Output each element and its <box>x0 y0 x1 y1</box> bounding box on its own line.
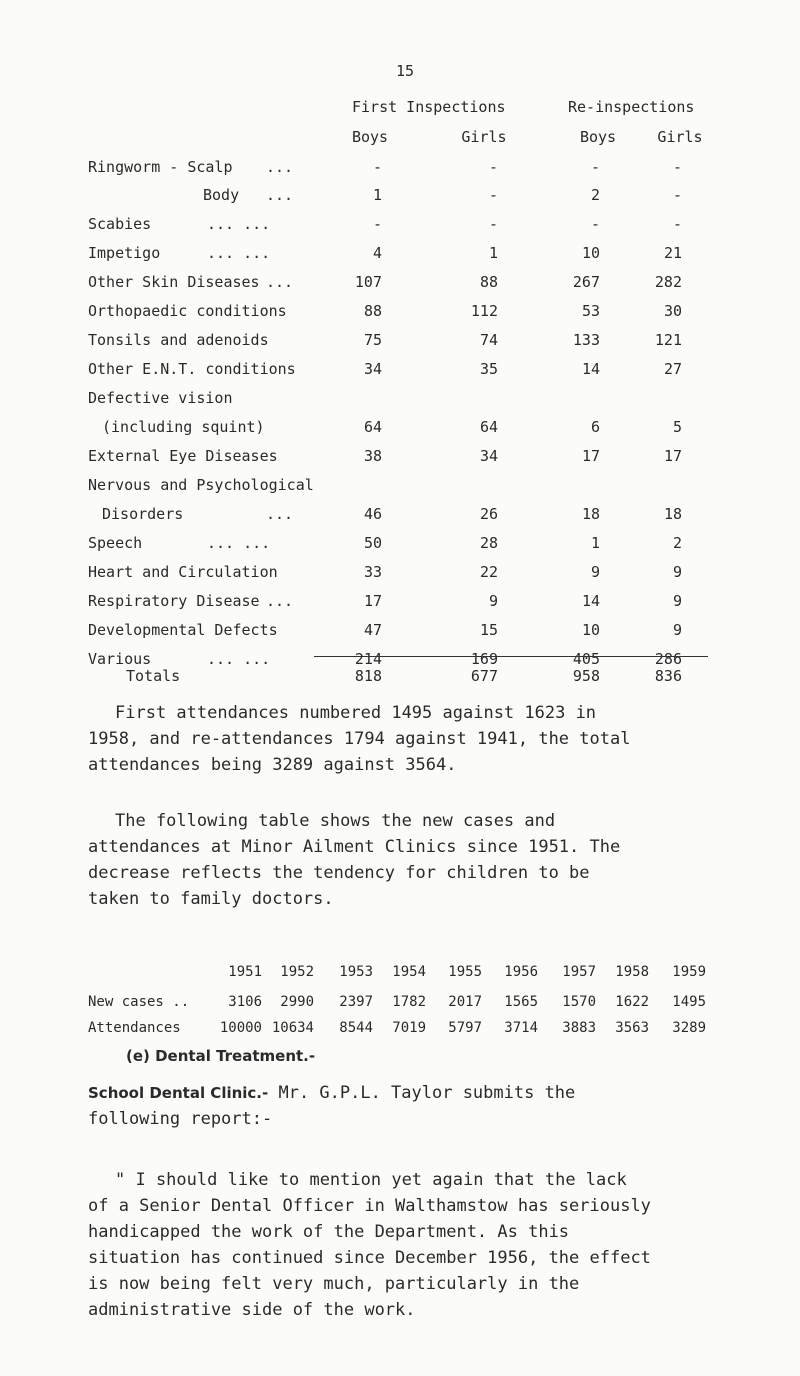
table2-cell: 3714 <box>504 1020 538 1036</box>
year-header: 1956 <box>504 964 538 980</box>
paragraph-line: First attendances numbered 1495 against 1623 in <box>115 703 597 723</box>
header-re-inspections: Re-inspections <box>568 98 695 116</box>
cell-value: 9 <box>672 563 682 581</box>
table2-cell: 7019 <box>392 1020 426 1036</box>
attendance-paragraph <box>88 700 728 778</box>
cell-value: 405 <box>572 650 600 668</box>
leader-dots: ... <box>266 158 294 176</box>
cell-value: 64 <box>479 418 498 436</box>
dental-intro <box>88 1080 728 1132</box>
cell-value: 1 <box>488 244 498 262</box>
row-label: Tonsils and adenoids <box>88 331 269 349</box>
table2-cell: 3883 <box>562 1020 596 1036</box>
intro-text: Mr. G.P.L. Taylor submits the <box>268 1083 576 1103</box>
row-label: Defective vision <box>88 389 233 407</box>
row-label: Ringworm - Scalp <box>88 158 233 176</box>
cell-value: 28 <box>479 534 498 552</box>
year-header: 1952 <box>280 964 314 980</box>
table2-cell: 2990 <box>280 994 314 1010</box>
row-label: Body <box>203 186 240 204</box>
row-label: Disorders <box>102 505 184 523</box>
cell-value: - <box>372 158 382 176</box>
cell-value: 88 <box>479 273 498 291</box>
leader-dots: ... <box>266 592 294 610</box>
cell-value: 14 <box>581 592 600 610</box>
year-header: 1953 <box>339 964 373 980</box>
cell-value: - <box>672 158 682 176</box>
cell-value: - <box>488 215 498 233</box>
total-value: 818 <box>354 667 382 685</box>
cell-value: 34 <box>479 447 498 465</box>
cell-value: 5 <box>672 418 682 436</box>
row-label: Other E.N.T. conditions <box>88 360 296 378</box>
cell-value: 21 <box>663 244 682 262</box>
cell-value: 17 <box>663 447 682 465</box>
cell-value: 17 <box>363 592 382 610</box>
quote-line: " I should like to mention yet again that the lack <box>115 1170 627 1190</box>
cell-value: 33 <box>363 563 382 581</box>
paragraph-line: The following table shows the new cases and <box>115 811 556 831</box>
cell-value: 2 <box>672 534 682 552</box>
section-heading: (e) Dental Treatment.- <box>126 1047 316 1065</box>
cell-value: 46 <box>363 505 382 523</box>
cell-value: 133 <box>572 331 600 349</box>
dental-intro-line: following report:- <box>88 1109 273 1129</box>
table2-cell: 2017 <box>448 994 482 1010</box>
cell-value: 22 <box>479 563 498 581</box>
table2-cell: 3563 <box>615 1020 649 1036</box>
cell-value: 4 <box>372 244 382 262</box>
row-label: Impetigo <box>88 244 161 262</box>
cell-value: 74 <box>479 331 498 349</box>
table2-cell: 2397 <box>339 994 373 1010</box>
leader-dots: ... ... <box>207 534 271 552</box>
leader-dots: ... ... <box>207 215 271 233</box>
table2-cell: 1570 <box>562 994 596 1010</box>
cell-value: - <box>590 215 600 233</box>
cell-value: 286 <box>654 650 682 668</box>
cell-value: 6 <box>590 418 600 436</box>
subheader-girls-first: Girls <box>461 128 507 146</box>
cell-value: - <box>488 186 498 204</box>
table2-cell: 1782 <box>392 994 426 1010</box>
year-header: 1954 <box>392 964 426 980</box>
row-label: Scabies <box>88 215 152 233</box>
table2-cell: 1622 <box>615 994 649 1010</box>
table2-row-label: Attendances <box>88 1020 181 1036</box>
page-number: 15 <box>396 62 415 80</box>
row-label: Developmental Defects <box>88 621 278 639</box>
leader-dots: ... ... <box>207 244 271 262</box>
cell-value: 9 <box>672 621 682 639</box>
quote-line: of a Senior Dental Officer in Walthamstow has seriously <box>88 1196 651 1216</box>
paragraph-line: taken to family doctors. <box>88 889 334 909</box>
subheader-girls-re: Girls <box>657 128 703 146</box>
year-header: 1955 <box>448 964 482 980</box>
total-value: 958 <box>572 667 600 685</box>
cell-value: 9 <box>488 592 498 610</box>
cell-value: - <box>590 158 600 176</box>
total-value: 677 <box>470 667 498 685</box>
table2-cell: 1495 <box>672 994 706 1010</box>
leader-dots: ... <box>266 186 294 204</box>
cell-value: 18 <box>663 505 682 523</box>
cell-value: 50 <box>363 534 382 552</box>
subheader-boys-re: Boys <box>579 128 617 146</box>
quote-line: administrative side of the work. <box>88 1300 416 1320</box>
cell-value: 64 <box>363 418 382 436</box>
cell-value: 9 <box>672 592 682 610</box>
cell-value: 18 <box>581 505 600 523</box>
table2-cell: 10634 <box>271 1020 314 1036</box>
row-label: (including squint) <box>102 418 265 436</box>
cell-value: 1 <box>372 186 382 204</box>
subheader-boys-first: Boys <box>351 128 389 146</box>
row-label: Nervous and Psychological <box>88 476 314 494</box>
row-label: External Eye Diseases <box>88 447 278 465</box>
cell-value: 34 <box>363 360 382 378</box>
year-header: 1957 <box>562 964 596 980</box>
clinic-label: School Dental Clinic.- <box>88 1084 269 1102</box>
paragraph-line: decrease reflects the tendency for children to be <box>88 863 590 883</box>
leader-dots: ... ... <box>207 650 271 668</box>
row-label: Heart and Circulation <box>88 563 278 581</box>
quote-line: is now being felt very much, particularly in the <box>88 1274 580 1294</box>
cell-value: 35 <box>479 360 498 378</box>
table2-cell: 3106 <box>228 994 262 1010</box>
total-value: 836 <box>654 667 682 685</box>
dental-report-quote <box>88 1167 728 1323</box>
cell-value: 14 <box>581 360 600 378</box>
cell-value: 88 <box>363 302 382 320</box>
table2-cell: 1565 <box>504 994 538 1010</box>
paragraph-line: attendances at Minor Ailment Clinics since 1951. The <box>88 837 621 857</box>
cell-value: 107 <box>354 273 382 291</box>
table2-cell: 3289 <box>672 1020 706 1036</box>
cell-value: 53 <box>581 302 600 320</box>
cell-value: 27 <box>663 360 682 378</box>
cell-value: 214 <box>354 650 382 668</box>
cell-value: 169 <box>470 650 498 668</box>
minor-ailment-paragraph <box>88 808 728 912</box>
cell-value: 1 <box>590 534 600 552</box>
cell-value: 10 <box>581 244 600 262</box>
cell-value: 47 <box>363 621 382 639</box>
cell-value: 267 <box>572 273 600 291</box>
quote-line: handicapped the work of the Department. As this <box>88 1222 570 1242</box>
cell-value: 282 <box>654 273 682 291</box>
year-header: 1959 <box>672 964 706 980</box>
year-header: 1958 <box>615 964 649 980</box>
cell-value: 17 <box>581 447 600 465</box>
cell-value: 2 <box>590 186 600 204</box>
totals-label: Totals <box>126 667 181 685</box>
leader-dots: ... <box>266 505 294 523</box>
table2-cell: 10000 <box>219 1020 262 1036</box>
paragraph-line: 1958, and re-attendances 1794 against 1941, the total <box>88 729 631 749</box>
quote-line: situation has continued since December 1956, the effect <box>88 1248 651 1268</box>
row-label: Respiratory Disease <box>88 592 260 610</box>
dental-intro-line <box>88 1080 728 1106</box>
totals-rule <box>314 656 708 657</box>
cell-value: 26 <box>479 505 498 523</box>
leader-dots: ... <box>266 273 294 291</box>
cell-value: 38 <box>363 447 382 465</box>
row-label: Orthopaedic conditions <box>88 302 287 320</box>
cell-value: 15 <box>479 621 498 639</box>
table2-row-label: New cases .. <box>88 994 190 1010</box>
cell-value: - <box>672 186 682 204</box>
paragraph-line: attendances being 3289 against 3564. <box>88 755 457 775</box>
table2-cell: 5797 <box>448 1020 482 1036</box>
cell-value: 30 <box>663 302 682 320</box>
header-first-inspections: First Inspections <box>352 98 506 116</box>
cell-value: 75 <box>363 331 382 349</box>
row-label: Various <box>88 650 152 668</box>
cell-value: 121 <box>654 331 682 349</box>
cell-value: - <box>372 215 382 233</box>
cell-value: 9 <box>590 563 600 581</box>
cell-value: 112 <box>470 302 498 320</box>
row-label: Speech <box>88 534 143 552</box>
cell-value: 10 <box>581 621 600 639</box>
cell-value: - <box>488 158 498 176</box>
row-label: Other Skin Diseases <box>88 273 260 291</box>
cell-value: - <box>672 215 682 233</box>
table2-cell: 8544 <box>339 1020 373 1036</box>
year-header: 1951 <box>228 964 262 980</box>
